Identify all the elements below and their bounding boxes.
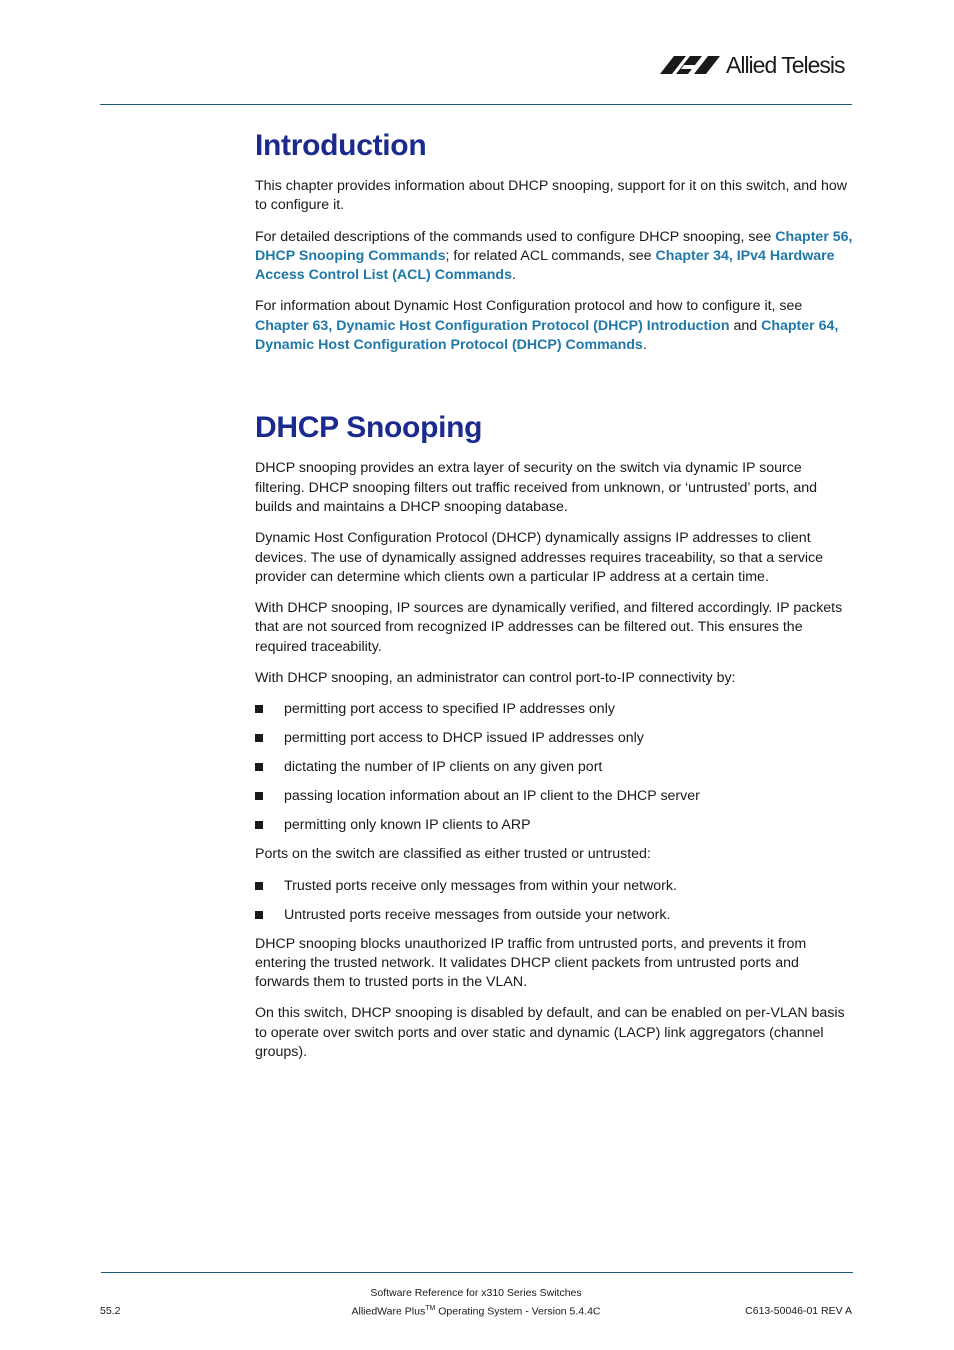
footer-title: Software Reference for x310 Series Switches xyxy=(370,1287,582,1299)
page-content xyxy=(255,124,853,1074)
dhcp-snooping-heading: DHCP Snooping xyxy=(255,411,483,445)
list-item xyxy=(255,877,853,896)
page-number: 55.2 xyxy=(100,1305,121,1317)
snooping-paragraph-4: With DHCP snooping, an administrator can control port-to-IP connectivity by: xyxy=(255,670,736,687)
introduction-heading: Introduction xyxy=(255,129,427,162)
brand-name: Allied Telesis xyxy=(726,52,845,78)
square-bullet-icon xyxy=(255,763,263,771)
text-run: . xyxy=(642,337,647,354)
square-bullet-icon xyxy=(255,734,263,742)
link-chapter-64[interactable]: Chapter 64, Dynamic Host Configuration Protocol (DHCP) Commands xyxy=(255,317,839,354)
text-run: For detailed descriptions of the commands used to configure DHCP snooping, see xyxy=(255,228,776,245)
list-item xyxy=(255,906,853,925)
snooping-paragraph-2: Dynamic Host Configuration Protocol (DHCP) dynamically assigns IP addresses to client devices. The use of dynamically assigned addresses requires traceability, so that a service provider can determine which clients own a particular IP address at a certain time. xyxy=(255,530,824,585)
list-item-text: passing location information about an IP client to the DHCP server xyxy=(284,788,700,805)
text-run: . xyxy=(511,267,516,284)
link-chapter-56[interactable]: Chapter 56, DHCP Snooping Commands xyxy=(255,228,853,264)
snooping-paragraph-6: DHCP snooping blocks unauthorized IP traffic from untrusted ports, and prevents it from entering the trusted network. It validates DHCP client packets from untrusted ports and forwards them to trusted ports in the VLAN. xyxy=(255,935,807,991)
footer-os-version xyxy=(100,1305,852,1318)
square-bullet-icon xyxy=(255,882,263,890)
snooping-paragraph-1: DHCP snooping provides an extra layer of security on the switch via dynamic IP source filtering. DHCP snooping filters out traffic received from unknown, or ‘untrusted’ ports, and builds and maintains a DHCP snooping database. xyxy=(255,460,817,515)
text-run: Operating System - Version 5.4.4C xyxy=(435,1305,601,1318)
square-bullet-icon xyxy=(255,911,263,919)
introduction-paragraph-3 xyxy=(255,297,853,355)
link-chapter-63[interactable]: Chapter 63, Dynamic Host Configuration Protocol (DHCP) Introduction xyxy=(255,317,730,334)
list-item xyxy=(255,700,853,719)
control-capabilities-list xyxy=(255,700,853,835)
list-item-text: permitting port access to specified IP addresses only xyxy=(284,701,615,718)
header-divider xyxy=(100,104,852,105)
port-classification-list xyxy=(255,877,853,925)
trademark: TM xyxy=(425,1305,436,1312)
list-item-text: permitting only known IP clients to ARP xyxy=(284,817,531,834)
snooping-paragraph-3: With DHCP snooping, IP sources are dynamically verified, and filtered accordingly. IP packets that are not sourced from recognized IP addresses can be filtered out. This ensures the required traceability. xyxy=(255,600,843,655)
document-id: C613-50046-01 REV A xyxy=(745,1305,852,1317)
text-run: and xyxy=(729,317,762,334)
snooping-paragraph-7: On this switch, DHCP snooping is disabled by default, and can be enabled on per-VLAN basis to operate over switch ports and over static and dynamic (LACP) link aggregators (channel groups). xyxy=(255,1005,845,1061)
logo-mark-icon xyxy=(660,54,722,76)
allied-telesis-logo xyxy=(660,50,854,80)
introduction-paragraph-1: This chapter provides information about DHCP snooping, support for it on this switch, and how to configure it. xyxy=(255,178,847,214)
list-item-text: Trusted ports receive only messages from within your network. xyxy=(284,877,677,894)
list-item xyxy=(255,787,853,806)
link-chapter-34[interactable]: Chapter 34, IPv4 Hardware Access Control List (ACL) Commands xyxy=(255,247,835,284)
footer-divider xyxy=(101,1272,853,1273)
list-item xyxy=(255,816,853,835)
list-item-text: permitting port access to DHCP issued IP addresses only xyxy=(284,730,644,747)
text-run: ; for related ACL commands, see xyxy=(445,247,656,264)
square-bullet-icon xyxy=(255,821,263,829)
square-bullet-icon xyxy=(255,705,263,713)
snooping-paragraph-5: Ports on the switch are classified as either trusted or untrusted: xyxy=(255,846,651,863)
text-run: AlliedWare Plus xyxy=(351,1305,426,1318)
square-bullet-icon xyxy=(255,792,263,800)
list-item xyxy=(255,729,853,748)
list-item-text: dictating the number of IP clients on any given port xyxy=(284,759,603,776)
text-run: For information about Dynamic Host Configuration protocol and how to configure it, see xyxy=(255,298,803,315)
introduction-paragraph-2 xyxy=(255,228,853,286)
list-item xyxy=(255,758,853,777)
list-item-text: Untrusted ports receive messages from outside your network. xyxy=(284,906,671,923)
